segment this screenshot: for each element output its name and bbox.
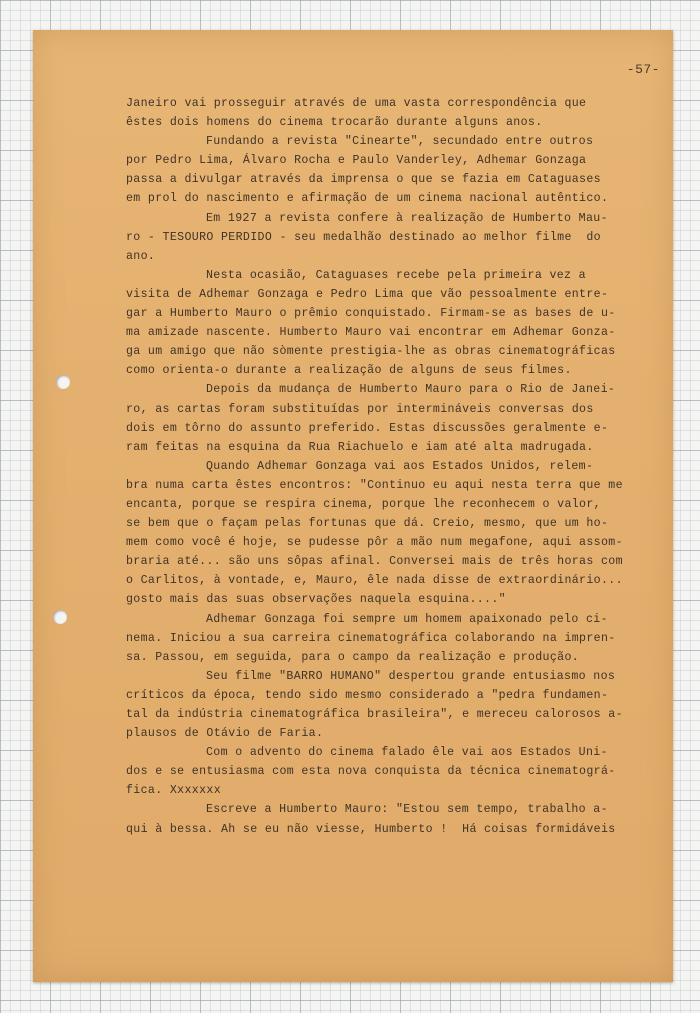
text-line: críticos da época, tendo sido mesmo considerado a "pedra fundamen- (126, 688, 609, 702)
text-line: em prol do nascimento e afirmação de um cinema nacional autêntico. (126, 192, 609, 206)
text-line: encanta, porque se respira cinema, porque lhe reconhecem o valor, (126, 497, 601, 511)
text-line: ano. (126, 249, 156, 263)
text-line: Em 1927 a revista confere à realização de Humberto Mau- (206, 211, 608, 225)
text-line: ro, as cartas foram substituídas por intermináveis conversas dos (126, 402, 594, 416)
text-line: Escreve a Humberto Mauro: "Estou sem tempo, trabalho a- (206, 803, 608, 817)
text-line: tal da indústria cinematográfica brasileira", e mereceu calorosos a- (126, 708, 623, 721)
text-line: braria até... são uns sôpas afinal. Conversei mais de três horas com (126, 555, 623, 569)
text-line: qui à bessa. Ah se eu não viesse, Humberto ! Há coisas formidáveis (126, 822, 616, 836)
text-line: gosto mais das suas observações naquela esquina...." (126, 593, 506, 607)
text-line: se bem que o façam pelas fortunas que dá. Creio, mesmo, que um ho- (126, 517, 609, 531)
text-line: por Pedro Lima, Álvaro Rocha e Paulo Vanderley, Adhemar Gonzaga (126, 154, 587, 168)
text-line: Nesta ocasião, Cataguases recebe pela primeira vez a (206, 268, 586, 282)
text-line: dos e se entusiasma com esta nova conquista da técnica cinematográ- (126, 765, 616, 779)
text-line: ram feitas na esquina da Rua Riachuelo e iam até alta madrugada. (126, 440, 594, 454)
text-line: Adhemar Gonzaga foi sempre um homem apaixonado pelo ci- (206, 612, 608, 626)
text-line: ma amizade nascente. Humberto Mauro vai encontrar em Adhemar Gonza- (126, 326, 616, 340)
text-line: visita de Adhemar Gonzaga e Pedro Lima que vão pessoalmente entre- (126, 287, 609, 301)
text-line: Com o advento do cinema falado êle vai aos Estados Uni- (206, 746, 608, 760)
text-line: ro - TESOURO PERDIDO - seu medalhão destinado ao melhor filme do (126, 230, 601, 244)
text-line: êstes dois homens do cinema trocarão durante alguns anos. (126, 116, 543, 130)
text-line: Seu filme "BARRO HUMANO" despertou grande entusiasmo nos (206, 669, 616, 683)
text-line: Fundando a revista "Cinearte", secundado entre outros (206, 135, 594, 149)
text-line: gar a Humberto Mauro o prêmio conquistado. Firmam-se as bases de u- (126, 307, 616, 321)
text-line: Depois da mudança de Humberto Mauro para o Rio de Janei- (206, 383, 616, 397)
text-line: bra numa carta êstes encontros: "Continuo eu aqui nesta terra que me (126, 478, 623, 492)
text-line: ga um amigo que não sòmente prestigia-lhe as obras cinematográficas (126, 345, 616, 359)
text-line: passa a divulgar através da imprensa o que se fazia em Cataguases (126, 173, 601, 187)
text-line: mem como você é hoje, se pudesse pôr a mão num megafone, aqui assom- (126, 536, 623, 550)
page-number: -57- (626, 62, 660, 77)
body-text (126, 94, 626, 839)
text-line: plausos de Otávio de Faria. (126, 727, 324, 741)
punch-hole-upper (56, 375, 70, 389)
text-line: Quando Adhemar Gonzaga vai aos Estados Unidos, relem- (206, 459, 594, 473)
text-line: dois em tôrno do assunto preferido. Estas discussões geralmente e- (126, 421, 609, 435)
text-line: como orienta-o durante a realização de alguns de seus filmes. (126, 364, 572, 378)
text-line: sa. Passou, em seguida, para o campo da realização e produção. (126, 650, 580, 664)
text-line: nema. Iniciou a sua carreira cinematográfica colaborando na impren- (126, 631, 616, 645)
text-line: fica. Xxxxxxx (126, 784, 221, 798)
text-line: Janeiro vai prosseguir através de uma vasta correspondência que (126, 97, 587, 110)
punch-hole-lower (53, 610, 67, 624)
text-line: o Carlitos, à vontade, e, Mauro, êle nada disse de extraordinário... (126, 574, 623, 588)
